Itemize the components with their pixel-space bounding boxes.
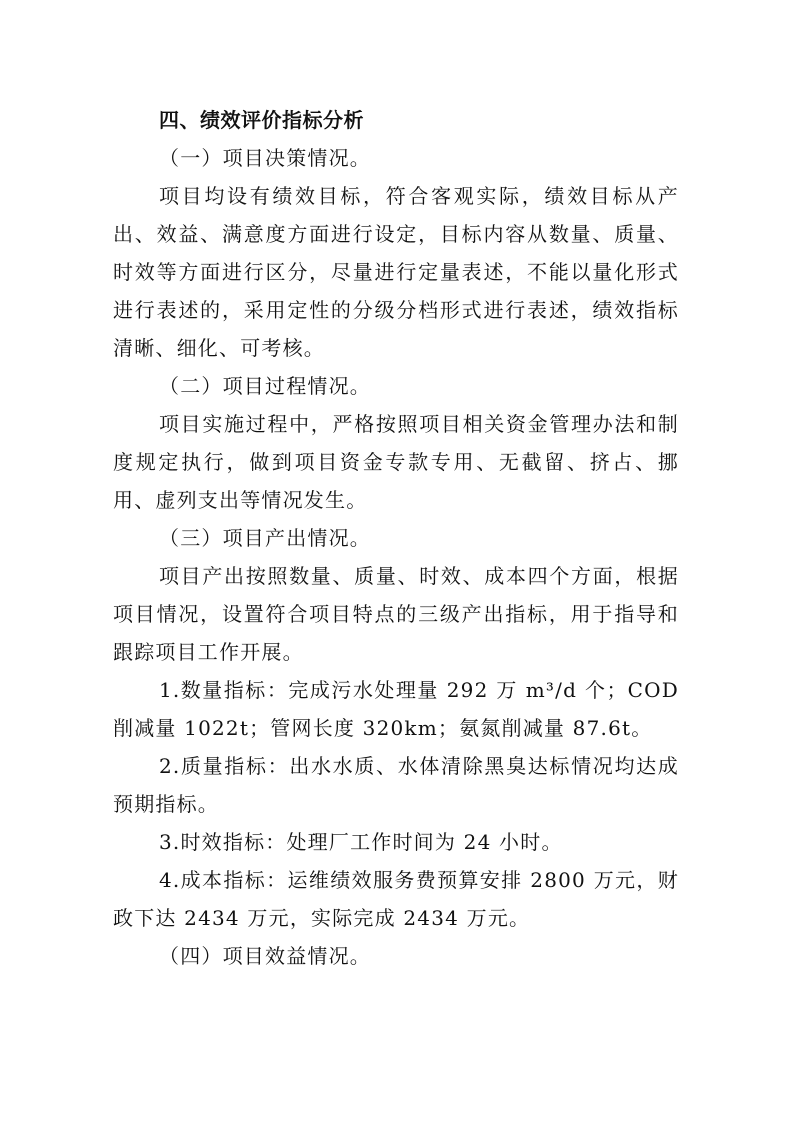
paragraph-decision: 项目均设有绩效目标，符合客观实际，绩效目标从产出、效益、满意度方面进行设定，目标内容从数量、质量、时效等方面进行区分，尽量进行定量表述，不能以量化形式进行表述的，采用定性的分级分档形式进行表述，绩效指标清晰、细化、可考核。 [113, 184, 679, 360]
section-heading: 四、绩效评价指标分析 [159, 108, 364, 132]
paragraph-output: 项目产出按照数量、质量、时效、成本四个方面，根据项目情况，设置符合项目特点的三级产出指标，用于指导和跟踪项目工作开展。 [113, 564, 679, 664]
list-item-quantity: 1.数量指标：完成污水处理量 292 万 m³/d 个；COD 削减量 1022t；管网长度 320km；氨氮削减量 87.6t。 [113, 678, 679, 740]
list-item-quality: 2.质量指标：出水水质、水体清除黑臭达标情况均达成预期指标。 [113, 754, 679, 816]
list-item-timeliness: 3.时效指标：处理厂工作时间为 24 小时。 [159, 830, 563, 854]
paragraph-process: 项目实施过程中，严格按照项目相关资金管理办法和制度规定执行，做到项目资金专款专用、无截留、挤占、挪用、虚列支出等情况发生。 [113, 412, 679, 512]
subsection-title-decision: （一）项目决策情况。 [159, 146, 371, 170]
document-body [113, 101, 679, 975]
subsection-title-process: （二）项目过程情况。 [159, 374, 371, 398]
subsection-title-output: （三）项目产出情况。 [159, 526, 371, 550]
subsection-title-benefit: （四）项目效益情况。 [159, 944, 371, 968]
list-item-cost: 4.成本指标：运维绩效服务费预算安排 2800 万元，财政下达 2434 万元，实际完成 2434 万元。 [113, 868, 679, 930]
